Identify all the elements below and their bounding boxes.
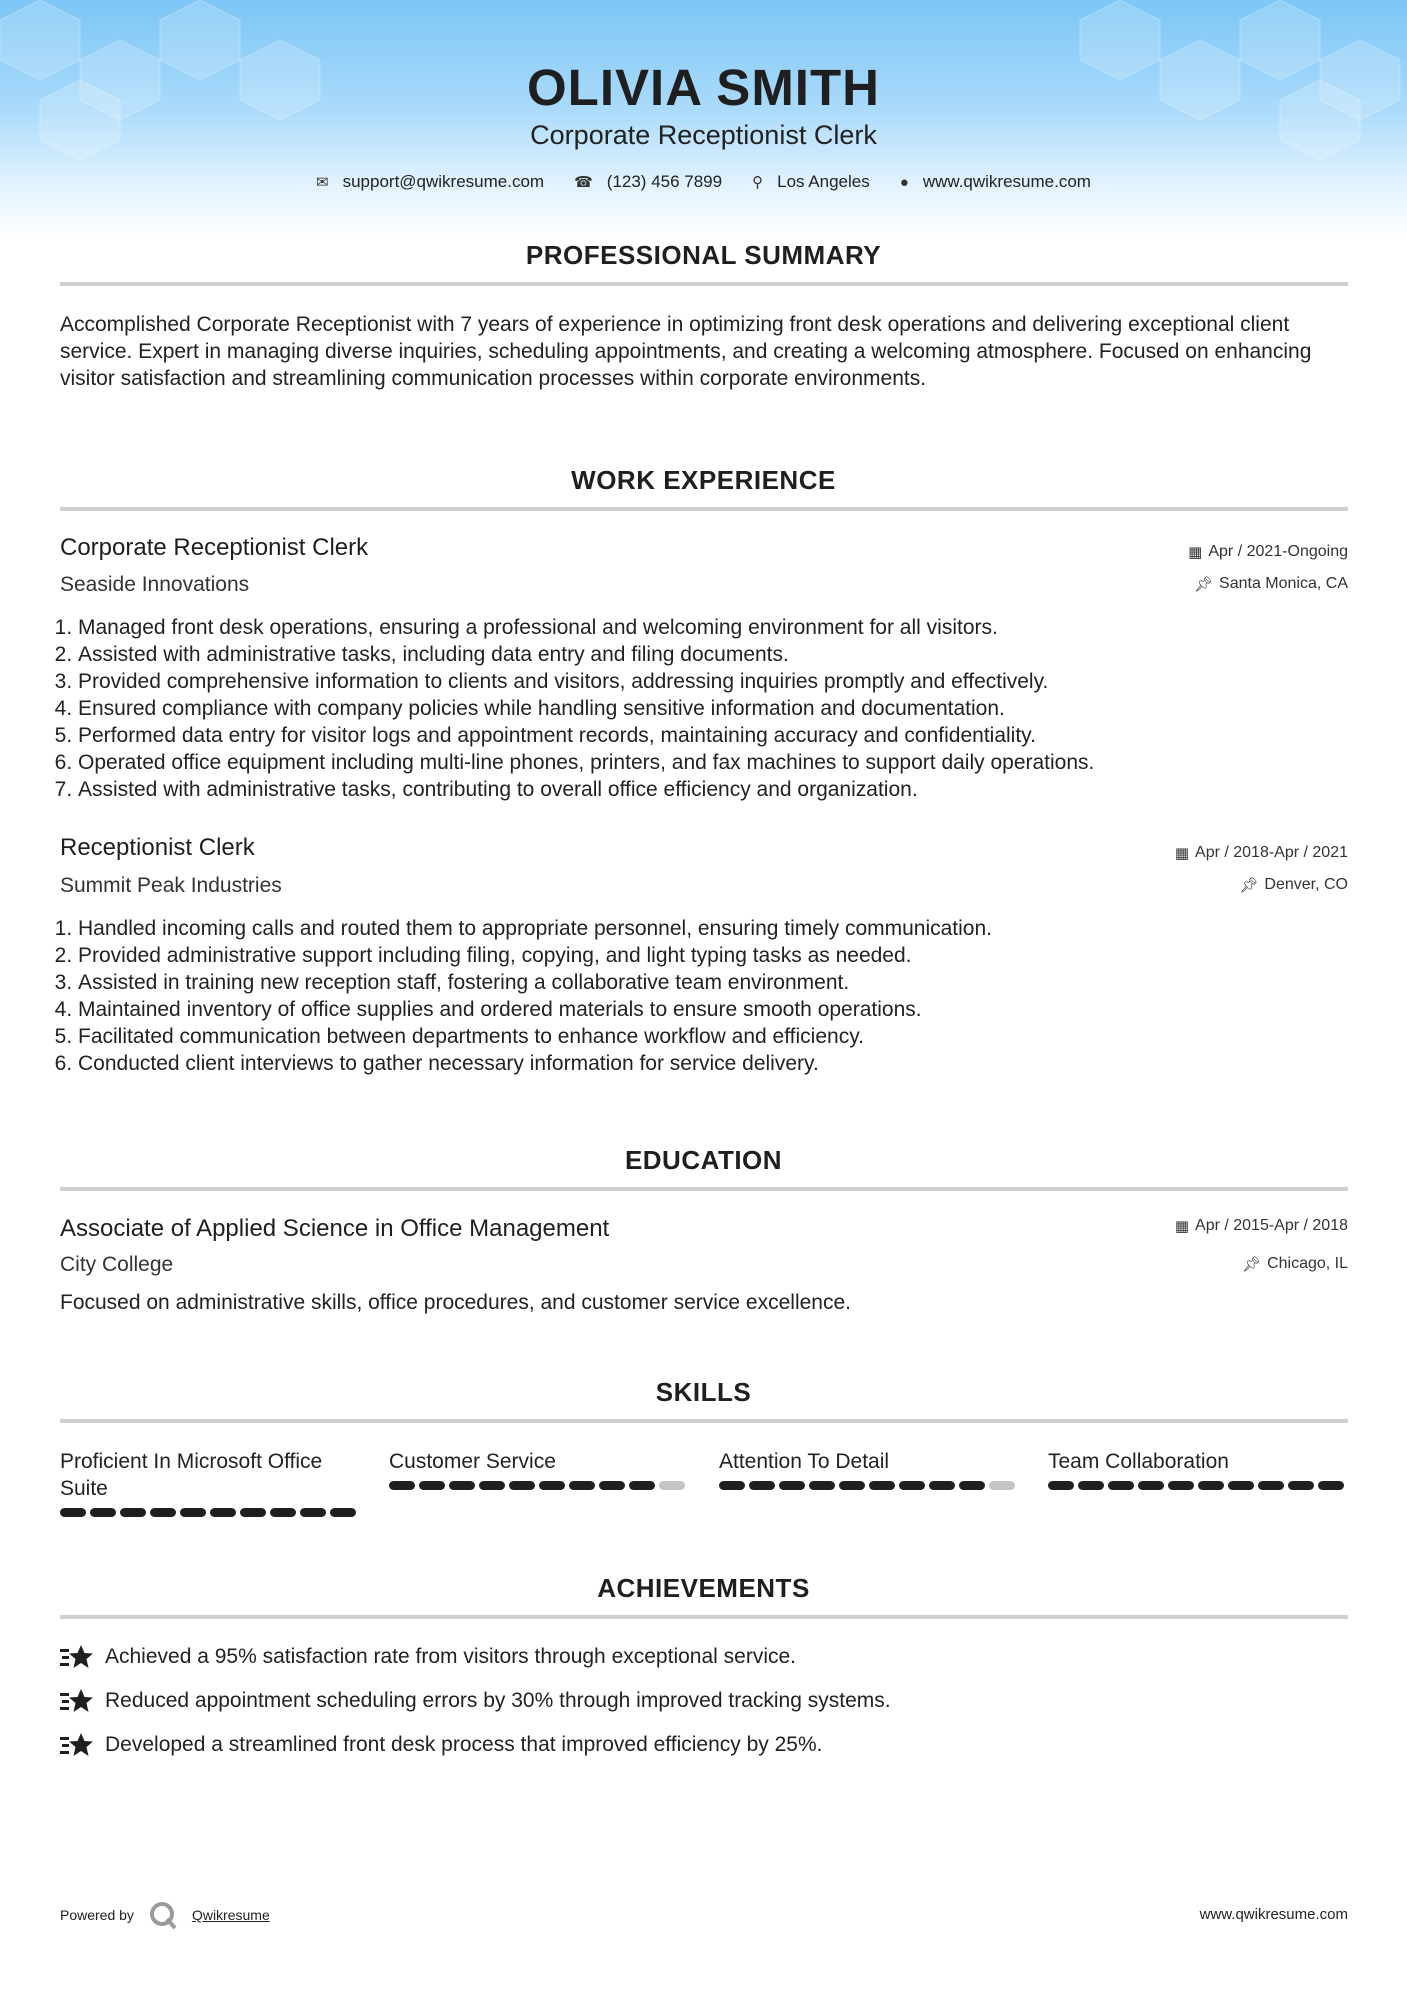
job-location-text: Santa Monica, CA	[1219, 575, 1348, 592]
skills-heading: SKILLS	[655, 1377, 752, 1407]
section-divider	[60, 507, 1348, 511]
skill-level-segment-filled	[839, 1481, 865, 1490]
calendar-icon: ▦	[1174, 1218, 1190, 1235]
skill-level-segment-filled	[180, 1508, 206, 1517]
skill-level-segment-filled	[779, 1481, 805, 1490]
summary-text: Accomplished Corporate Receptionist with 7 years of experience in optimizing front desk operations and delivering exceptional client service. Expert in managing diverse inquiries, scheduling appointments, and creating a welcoming atmosphere. Focused on enhancing visitor satisfaction and streamlining communication processes within corporate environments.	[60, 313, 1312, 390]
education-dates-text: Apr / 2015-Apr / 2018	[1195, 1217, 1348, 1234]
contact-website[interactable]: www.qwikresume.com	[922, 172, 1091, 191]
skill-level-bar	[1048, 1481, 1348, 1490]
skill-level-segment-filled	[599, 1481, 625, 1490]
list-item: 2. Assisted with administrative tasks, including data entry and filing documents.	[78, 641, 1366, 668]
section-divider	[60, 1419, 1348, 1423]
list-item: 3. Assisted in training new reception staff, fostering a collaborative team environment.	[78, 969, 1366, 996]
contact-phone[interactable]: (123) 456 7899	[606, 172, 723, 191]
candidate-title: Corporate Receptionist Clerk	[530, 120, 877, 150]
skill-level-segment-filled	[869, 1481, 895, 1490]
skill-level-segment-empty	[659, 1481, 685, 1490]
skill-level-segment-filled	[809, 1481, 835, 1490]
skill-level-segment-filled	[749, 1481, 775, 1490]
skill-level-bar	[60, 1508, 360, 1517]
phone-icon: ☎	[574, 174, 593, 191]
contact-location: Los Angeles	[777, 172, 870, 191]
section-divider	[60, 282, 1348, 286]
achievement-text: Achieved a 95% satisfaction rate from visitors through exceptional service.	[105, 1645, 797, 1668]
skill-level-segment-filled	[419, 1481, 445, 1490]
skill-level-segment-filled	[899, 1481, 925, 1490]
degree-title: Associate of Applied Science in Office Management	[60, 1215, 610, 1242]
job-title: Corporate Receptionist Clerk	[60, 534, 369, 561]
section-divider	[60, 1615, 1348, 1619]
job-title: Receptionist Clerk	[60, 834, 255, 861]
skill-level-segment-filled	[719, 1481, 745, 1490]
skill-level-segment-filled	[120, 1508, 146, 1517]
job-dates	[1175, 844, 1348, 862]
experience-heading: WORK EXPERIENCE	[571, 465, 836, 495]
school-name: City College	[60, 1253, 174, 1276]
achievement-item	[60, 1732, 823, 1758]
education-dates	[1175, 1217, 1348, 1235]
skill-item	[389, 1448, 689, 1490]
pin-icon: 📌︎	[1242, 1256, 1262, 1273]
skill-level-segment-filled	[929, 1481, 955, 1490]
list-item: 7. Assisted with administrative tasks, contributing to overall office efficiency and organization.	[78, 776, 1366, 803]
star-icon	[60, 1732, 93, 1758]
skill-level-segment-filled	[1288, 1481, 1314, 1490]
skill-level-segment-filled	[1258, 1481, 1284, 1490]
achievement-item	[60, 1644, 796, 1670]
skill-name: Attention To Detail	[719, 1450, 890, 1473]
star-icon	[60, 1644, 93, 1670]
footer-branding	[60, 1900, 270, 1930]
skill-item	[60, 1448, 360, 1517]
skill-level-segment-filled	[569, 1481, 595, 1490]
job-location	[1194, 575, 1348, 593]
skill-level-segment-filled	[1228, 1481, 1254, 1490]
achievement-text: Developed a streamlined front desk process that improved efficiency by 25%.	[105, 1733, 823, 1756]
skill-name: Proficient In Microsoft Office Suite	[60, 1450, 323, 1500]
skill-level-segment-filled	[539, 1481, 565, 1490]
list-item: 1. Handled incoming calls and routed them to appropriate personnel, ensuring timely communication.	[78, 915, 1366, 942]
education-description: Focused on administrative skills, office procedures, and customer service excellence.	[60, 1291, 851, 1314]
achievement-item	[60, 1688, 891, 1714]
section-divider	[60, 1187, 1348, 1191]
skill-level-segment-filled	[240, 1508, 266, 1517]
skill-level-segment-filled	[509, 1481, 535, 1490]
skill-level-segment-empty	[989, 1481, 1015, 1490]
job-dates	[1188, 543, 1348, 561]
powered-by-label: Powered by	[60, 1907, 134, 1923]
skill-level-segment-filled	[1318, 1481, 1344, 1490]
education-heading: EDUCATION	[624, 1145, 783, 1175]
job-location-text: Denver, CO	[1264, 876, 1348, 893]
education-location-text: Chicago, IL	[1267, 1255, 1348, 1272]
list-item: 2. Provided administrative support including filing, copying, and light typing tasks as needed.	[78, 942, 1366, 969]
job-company: Summit Peak Industries	[60, 874, 282, 897]
qwikresume-logo-icon	[148, 1900, 178, 1930]
job-dates-text: Apr / 2021-Ongoing	[1208, 543, 1348, 560]
education-location	[1242, 1255, 1348, 1273]
skill-level-segment-filled	[629, 1481, 655, 1490]
skill-level-segment-filled	[90, 1508, 116, 1517]
candidate-name: OLIVIA SMITH	[527, 59, 880, 116]
pin-icon: 📌︎	[1239, 877, 1259, 894]
skill-name: Team Collaboration	[1048, 1450, 1229, 1473]
job-location	[1239, 876, 1348, 894]
list-item: 5. Facilitated communication between departments to enhance workflow and efficiency.	[78, 1023, 1366, 1050]
list-item: 5. Performed data entry for visitor logs and appointment records, maintaining accuracy and confidentiality.	[78, 722, 1366, 749]
list-item: 6. Conducted client interviews to gather necessary information for service delivery.	[78, 1050, 1366, 1077]
list-item: 1. Managed front desk operations, ensuring a professional and welcoming environment for all visitors.	[78, 614, 1366, 641]
envelope-icon: ✉	[316, 174, 329, 191]
skill-level-bar	[389, 1481, 689, 1490]
job-bullets	[60, 915, 1366, 1077]
job-bullets	[60, 614, 1366, 803]
skill-level-segment-filled	[1168, 1481, 1194, 1490]
skill-level-segment-filled	[60, 1508, 86, 1517]
skill-level-segment-filled	[449, 1481, 475, 1490]
achievement-text: Reduced appointment scheduling errors by 30% through improved tracking systems.	[105, 1689, 891, 1712]
skill-level-segment-filled	[1108, 1481, 1134, 1490]
brand-link[interactable]: Qwikresume	[191, 1907, 270, 1923]
skill-level-segment-filled	[959, 1481, 985, 1490]
list-item: 4. Maintained inventory of office supplies and ordered materials to ensure smooth operations.	[78, 996, 1366, 1023]
calendar-icon: ▦	[1174, 845, 1190, 862]
skill-level-segment-filled	[1138, 1481, 1164, 1490]
skill-level-segment-filled	[479, 1481, 505, 1490]
skill-level-segment-filled	[1078, 1481, 1104, 1490]
summary-heading: PROFESSIONAL SUMMARY	[525, 240, 882, 270]
star-icon	[60, 1688, 93, 1714]
contact-email[interactable]: support@qwikresume.com	[342, 172, 545, 191]
skill-level-segment-filled	[300, 1508, 326, 1517]
skill-level-segment-filled	[330, 1508, 356, 1517]
skill-level-segment-filled	[210, 1508, 236, 1517]
list-item: 3. Provided comprehensive information to clients and visitors, addressing inquiries promptly and effectively.	[78, 668, 1366, 695]
job-dates-text: Apr / 2018-Apr / 2021	[1195, 844, 1348, 861]
calendar-icon: ▦	[1188, 544, 1203, 561]
list-item: 4. Ensured compliance with company policies while handling sensitive information and documentation.	[78, 695, 1366, 722]
skill-name: Customer Service	[389, 1450, 556, 1473]
skill-level-segment-filled	[270, 1508, 296, 1517]
job-company: Seaside Innovations	[60, 573, 250, 596]
achievements-heading: ACHIEVEMENTS	[597, 1573, 810, 1603]
skill-level-segment-filled	[1198, 1481, 1224, 1490]
skill-level-segment-filled	[1048, 1481, 1074, 1490]
footer-url[interactable]: www.qwikresume.com	[1199, 1906, 1348, 1923]
skill-level-segment-filled	[150, 1508, 176, 1517]
map-pin-icon: ⚲	[752, 174, 764, 191]
contact-bar	[0, 172, 1407, 192]
skill-item	[1048, 1448, 1348, 1490]
pin-icon: 📌︎	[1194, 576, 1214, 593]
skill-level-segment-filled	[389, 1481, 415, 1490]
list-item: 6. Operated office equipment including multi-line phones, printers, and fax machines to support daily operations.	[78, 749, 1366, 776]
globe-icon: ●	[899, 173, 909, 191]
skill-level-bar	[719, 1481, 1019, 1490]
skill-item	[719, 1448, 1019, 1490]
